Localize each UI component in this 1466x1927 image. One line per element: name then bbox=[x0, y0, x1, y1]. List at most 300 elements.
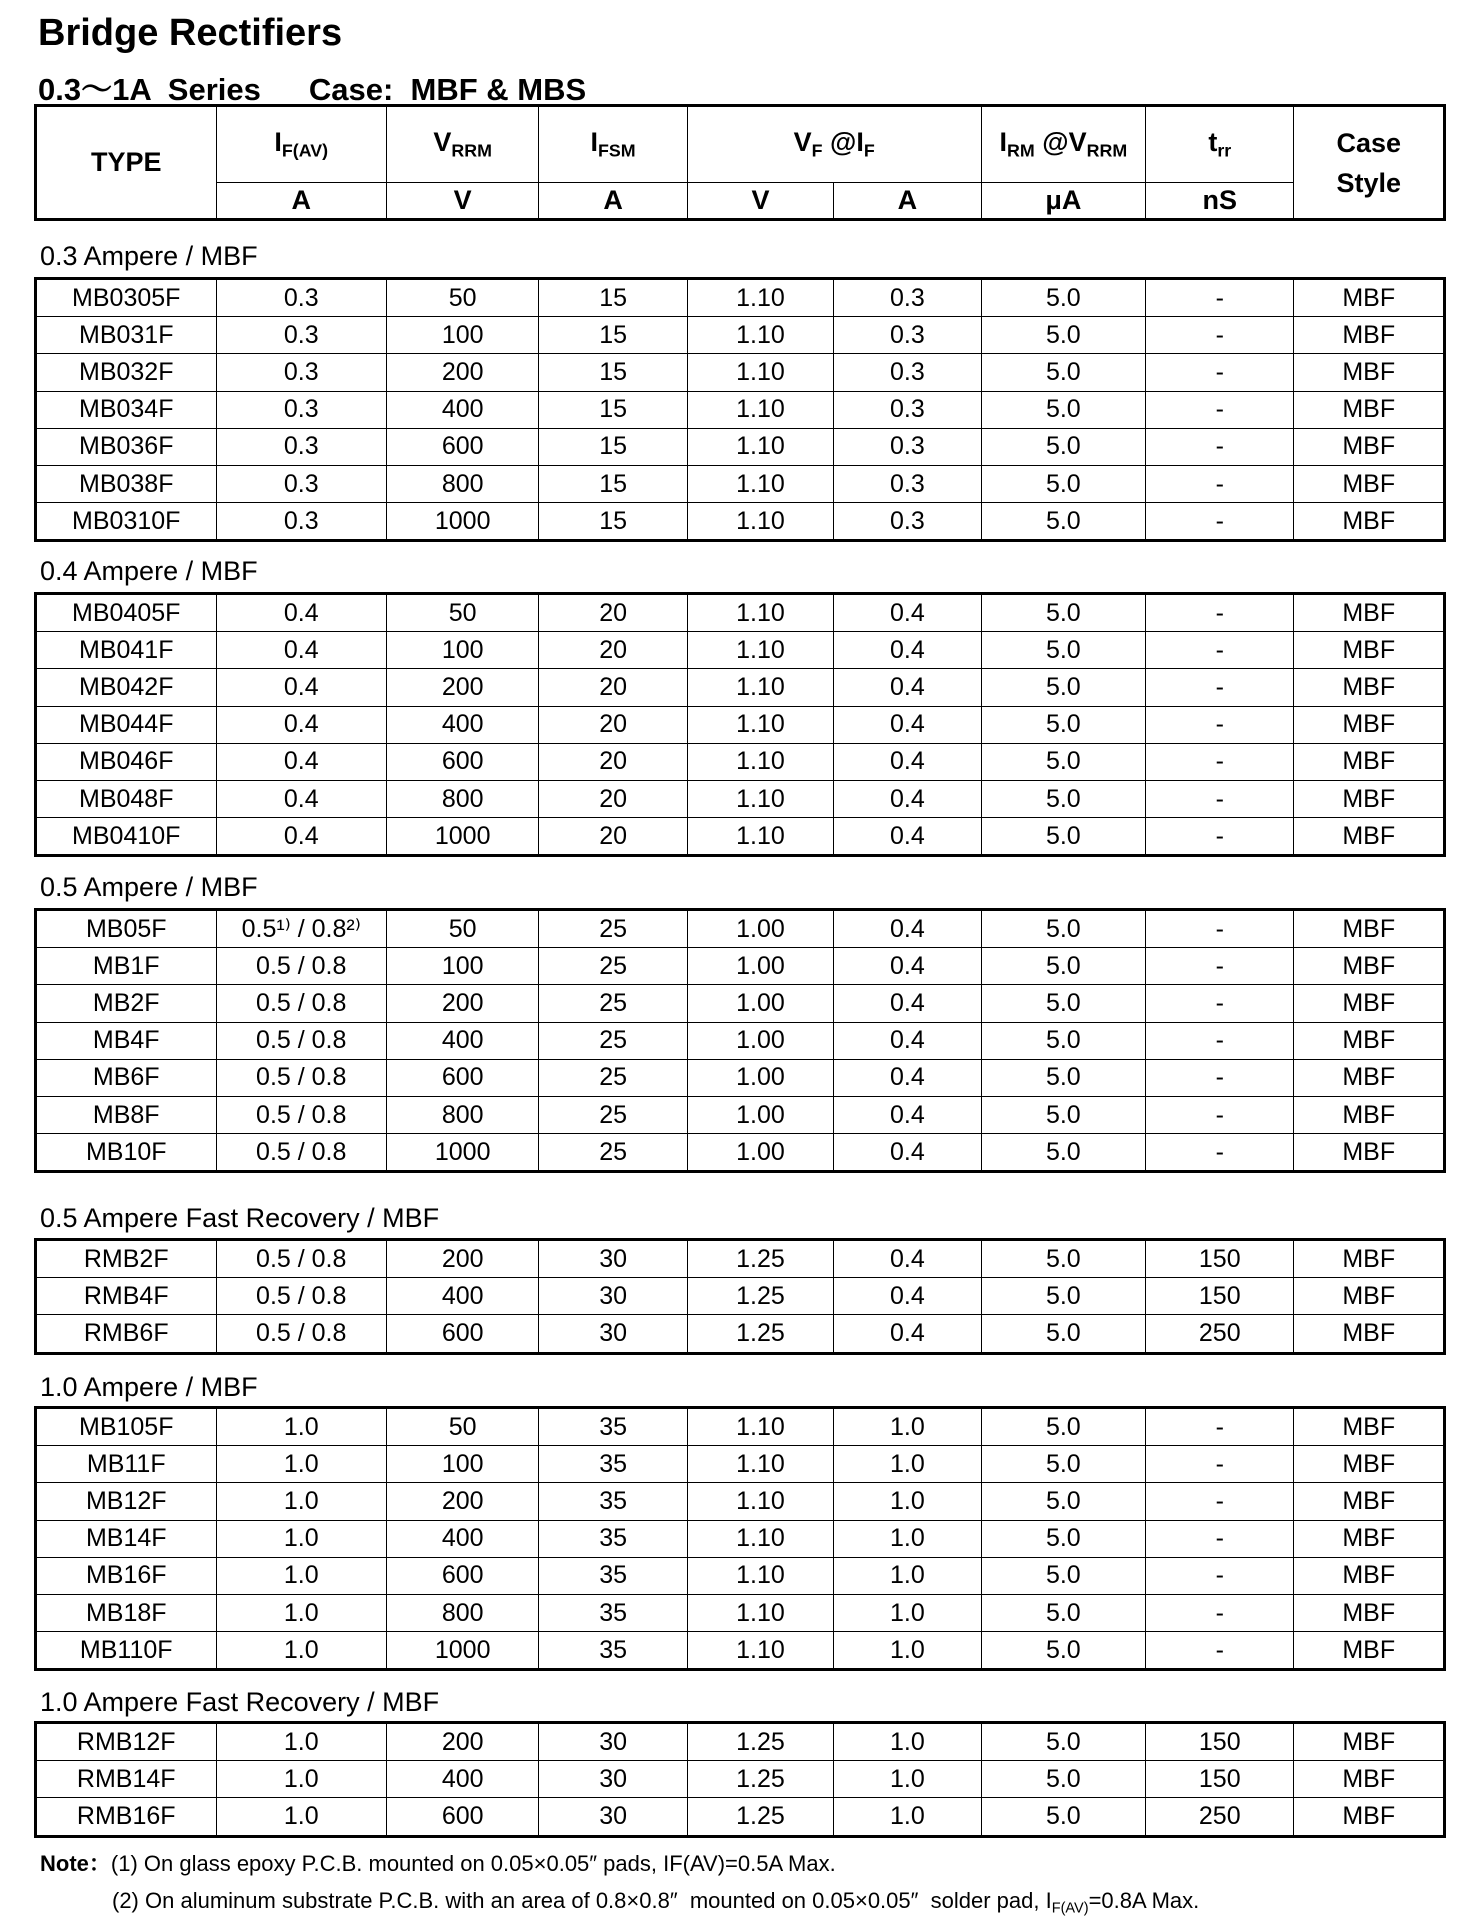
cell-ifsm: 20 bbox=[539, 706, 687, 743]
cell-trr: - bbox=[1146, 1632, 1294, 1670]
cell-irm: 5.0 bbox=[981, 1134, 1145, 1172]
cell-ifsm: 25 bbox=[539, 1022, 687, 1059]
cell-ifsm: 20 bbox=[539, 594, 687, 632]
cell-case-style: MBF bbox=[1294, 1761, 1445, 1798]
cell-ifsm: 25 bbox=[539, 1096, 687, 1133]
cell-if: 0.4 bbox=[834, 669, 981, 706]
cell-irm: 5.0 bbox=[981, 1096, 1145, 1133]
cell-trr: - bbox=[1146, 1059, 1294, 1096]
cell-type: MB0305F bbox=[36, 279, 217, 317]
cell-vf: 1.10 bbox=[687, 1632, 833, 1670]
cell-if-av: 1.0 bbox=[216, 1798, 386, 1836]
cell-case-style: MBF bbox=[1294, 1594, 1445, 1631]
table-row bbox=[36, 465, 1445, 502]
cell-case-style: MBF bbox=[1294, 279, 1445, 317]
cell-trr: - bbox=[1146, 669, 1294, 706]
cell-irm: 5.0 bbox=[981, 706, 1145, 743]
cell-trr: - bbox=[1146, 1022, 1294, 1059]
case-label: Case: MBF & MBS bbox=[308, 72, 587, 107]
cell-vf: 1.10 bbox=[687, 465, 833, 502]
cell-vrrm: 1000 bbox=[386, 818, 538, 856]
cell-vf: 1.10 bbox=[687, 743, 833, 780]
cell-ifsm: 30 bbox=[539, 1240, 687, 1278]
cell-if: 0.4 bbox=[834, 1134, 981, 1172]
cell-if-av: 0.4 bbox=[216, 669, 386, 706]
cell-ifsm: 30 bbox=[539, 1761, 687, 1798]
cell-vf: 1.00 bbox=[687, 1022, 833, 1059]
cell-vf: 1.25 bbox=[687, 1798, 833, 1836]
cell-type: MB034F bbox=[36, 391, 217, 428]
cell-ifsm: 30 bbox=[539, 1315, 687, 1353]
cell-vrrm: 600 bbox=[386, 743, 538, 780]
cell-vrrm: 200 bbox=[386, 1723, 538, 1761]
cell-if-av: 0.4 bbox=[216, 743, 386, 780]
cell-case-style: MBF bbox=[1294, 1096, 1445, 1133]
cell-irm: 5.0 bbox=[981, 428, 1145, 465]
cell-trr: - bbox=[1146, 279, 1294, 317]
cell-vrrm: 1000 bbox=[386, 1134, 538, 1172]
cell-trr: 150 bbox=[1146, 1240, 1294, 1278]
cell-vf: 1.10 bbox=[687, 354, 833, 391]
cell-if-av: 0.5 / 0.8 bbox=[216, 1022, 386, 1059]
cell-ifsm: 25 bbox=[539, 985, 687, 1022]
cell-case-style: MBF bbox=[1294, 780, 1445, 817]
cell-if-av: 1.0 bbox=[216, 1723, 386, 1761]
header-type: TYPE bbox=[36, 106, 217, 220]
cell-irm: 5.0 bbox=[981, 1315, 1145, 1353]
cell-ifsm: 15 bbox=[539, 428, 687, 465]
notes-label: Note： bbox=[40, 1851, 111, 1876]
cell-vrrm: 1000 bbox=[386, 503, 538, 541]
cell-vf: 1.10 bbox=[687, 1557, 833, 1594]
table-row bbox=[36, 1096, 1445, 1133]
cell-type: MB8F bbox=[36, 1096, 217, 1133]
cell-ifsm: 35 bbox=[539, 1557, 687, 1594]
cell-if: 1.0 bbox=[834, 1483, 981, 1520]
cell-irm: 5.0 bbox=[981, 1240, 1145, 1278]
cell-case-style: MBF bbox=[1294, 743, 1445, 780]
cell-type: RMB4F bbox=[36, 1278, 217, 1315]
unit-irm: μA bbox=[981, 183, 1145, 220]
section-label-0p5a-fast: 0.5 Ampere Fast Recovery / MBF bbox=[40, 1203, 440, 1233]
unit-vf: V bbox=[687, 183, 833, 220]
cell-if: 1.0 bbox=[834, 1761, 981, 1798]
table-row bbox=[36, 1761, 1445, 1798]
cell-type: MB18F bbox=[36, 1594, 217, 1631]
cell-if: 0.4 bbox=[834, 1022, 981, 1059]
cell-if: 1.0 bbox=[834, 1798, 981, 1836]
table-row bbox=[36, 1723, 1445, 1761]
cell-if-av: 0.4 bbox=[216, 780, 386, 817]
cell-irm: 5.0 bbox=[981, 1059, 1145, 1096]
cell-ifsm: 15 bbox=[539, 279, 687, 317]
cell-irm: 5.0 bbox=[981, 1446, 1145, 1483]
table-row bbox=[36, 985, 1445, 1022]
cell-case-style: MBF bbox=[1294, 1408, 1445, 1446]
cell-vf: 1.10 bbox=[687, 1594, 833, 1631]
table-row bbox=[36, 1594, 1445, 1631]
cell-if: 0.4 bbox=[834, 706, 981, 743]
cell-case-style: MBF bbox=[1294, 669, 1445, 706]
cell-irm: 5.0 bbox=[981, 391, 1145, 428]
cell-type: RMB16F bbox=[36, 1798, 217, 1836]
cell-vf: 1.10 bbox=[687, 428, 833, 465]
cell-vf: 1.25 bbox=[687, 1761, 833, 1798]
cell-if-av: 0.3 bbox=[216, 279, 386, 317]
cell-if: 0.4 bbox=[834, 594, 981, 632]
header-vrrm: $V_{RRM}$ bbox=[386, 106, 538, 183]
table-row bbox=[36, 428, 1445, 465]
table-row bbox=[36, 594, 1445, 632]
cell-type: MB032F bbox=[36, 354, 217, 391]
cell-trr: - bbox=[1146, 1483, 1294, 1520]
cell-irm: 5.0 bbox=[981, 317, 1145, 354]
cell-case-style: MBF bbox=[1294, 594, 1445, 632]
section-label-1p0a-fast: 1.0 Ampere Fast Recovery / MBF bbox=[40, 1687, 440, 1717]
cell-irm: 5.0 bbox=[981, 279, 1145, 317]
cell-ifsm: 25 bbox=[539, 948, 687, 985]
cell-vf: 1.00 bbox=[687, 1096, 833, 1133]
cell-trr: - bbox=[1146, 1408, 1294, 1446]
cell-case-style: MBF bbox=[1342, 821, 1396, 850]
cell-type: MB038F bbox=[36, 465, 217, 502]
cell-if: 1.0 bbox=[834, 1723, 981, 1761]
cell-vf: 1.10 bbox=[687, 1520, 833, 1557]
cell-irm: 5.0 bbox=[981, 743, 1145, 780]
cell-type: RMB12F bbox=[36, 1723, 217, 1761]
cell-vf: 1.10 bbox=[687, 279, 833, 317]
table-row bbox=[36, 669, 1445, 706]
table-row bbox=[36, 1632, 1445, 1670]
cell-if-av: 0.4 bbox=[216, 706, 386, 743]
cell-if: 0.3 bbox=[834, 428, 981, 465]
header-vf-if: $V_F$ $@I_F$ bbox=[687, 106, 981, 183]
table-row bbox=[36, 632, 1445, 669]
cell-if-av: 0.3 bbox=[216, 354, 386, 391]
cell-trr: - bbox=[1146, 1446, 1294, 1483]
cell-case-style: MBF bbox=[1294, 632, 1445, 669]
cell-type: RMB2F bbox=[36, 1240, 217, 1278]
cell-type: MB044F bbox=[36, 706, 217, 743]
cell-irm: 5.0 bbox=[981, 354, 1145, 391]
cell-if-av: 1.0 bbox=[216, 1632, 386, 1670]
cell-ifsm: 35 bbox=[539, 1520, 687, 1557]
cell-if: 0.4 bbox=[834, 985, 981, 1022]
cell-ifsm: 30 bbox=[539, 1278, 687, 1315]
cell-if: 0.4 bbox=[834, 632, 981, 669]
header-ifsm: $I_{FSM}$ bbox=[539, 106, 687, 183]
cell-irm: 5.0 bbox=[981, 465, 1145, 502]
cell-type: MB2F bbox=[36, 985, 217, 1022]
cell-case-style: MBF bbox=[1294, 1557, 1445, 1594]
table-row bbox=[36, 743, 1445, 780]
cell-irm: 5.0 bbox=[981, 632, 1145, 669]
cell-irm: 5.0 bbox=[981, 1761, 1145, 1798]
cell-if-av: 0.4 bbox=[216, 594, 386, 632]
cell-trr: 150 bbox=[1146, 1723, 1294, 1761]
page-subtitle bbox=[38, 64, 586, 109]
cell-vrrm: 200 bbox=[386, 354, 538, 391]
table-0p4a bbox=[34, 592, 1446, 857]
cell-if: 1.0 bbox=[834, 1520, 981, 1557]
cell-trr: - bbox=[1146, 1134, 1294, 1172]
unit-if: A bbox=[834, 183, 981, 220]
page-title: Bridge Rectifiers bbox=[38, 12, 343, 54]
table-1p0a-fast bbox=[34, 1721, 1446, 1838]
cell-ifsm: 25 bbox=[539, 1059, 687, 1096]
cell-vrrm: 800 bbox=[386, 780, 538, 817]
cell-vrrm: 200 bbox=[386, 1240, 538, 1278]
cell-vrrm: 400 bbox=[386, 1520, 538, 1557]
cell-ifsm: 20 bbox=[539, 780, 687, 817]
cell-type: MB105F bbox=[36, 1408, 217, 1446]
table-0p3a bbox=[34, 277, 1446, 542]
cell-if-av: 1.0 bbox=[216, 1594, 386, 1631]
header-case-style: Case Style bbox=[1336, 127, 1402, 198]
cell-if: 0.4 bbox=[834, 818, 981, 856]
cell-vrrm: 200 bbox=[386, 669, 538, 706]
table-row bbox=[36, 1557, 1445, 1594]
cell-vf: 1.10 bbox=[687, 1483, 833, 1520]
cell-trr: - bbox=[1146, 743, 1294, 780]
notes bbox=[40, 1845, 1199, 1927]
cell-vrrm: 50 bbox=[386, 594, 538, 632]
cell-ifsm: 20 bbox=[539, 669, 687, 706]
unit-if-av: A bbox=[216, 183, 386, 220]
table-row bbox=[36, 1059, 1445, 1096]
cell-vrrm: 50 bbox=[386, 279, 538, 317]
table-row bbox=[36, 910, 1445, 948]
cell-case-style: MBF bbox=[1294, 706, 1445, 743]
cell-if: 0.3 bbox=[834, 354, 981, 391]
cell-type: RMB6F bbox=[36, 1315, 217, 1353]
cell-vf: 1.25 bbox=[687, 1240, 833, 1278]
cell-type: MB110F bbox=[36, 1632, 217, 1670]
table-0p5a bbox=[34, 908, 1446, 1173]
cell-type: MB05F bbox=[36, 910, 217, 948]
cell-vrrm: 400 bbox=[386, 391, 538, 428]
cell-case-style: MBF bbox=[1342, 1635, 1396, 1664]
cell-case-style: MBF bbox=[1294, 1483, 1445, 1520]
cell-ifsm: 35 bbox=[539, 1483, 687, 1520]
table-row bbox=[36, 1446, 1445, 1483]
cell-trr: - bbox=[1146, 428, 1294, 465]
cell-trr: - bbox=[1146, 594, 1294, 632]
cell-type: MB1F bbox=[36, 948, 217, 985]
cell-vf: 1.10 bbox=[687, 1408, 833, 1446]
cell-if: 1.0 bbox=[834, 1632, 981, 1670]
cell-vrrm: 100 bbox=[386, 948, 538, 985]
unit-vrrm: V bbox=[386, 183, 538, 220]
section-label-0p4a: 0.4 Ampere / MBF bbox=[40, 556, 258, 586]
cell-vf: 1.25 bbox=[687, 1723, 833, 1761]
cell-if-av: 0.3 bbox=[216, 428, 386, 465]
cell-case-style: MBF bbox=[1294, 465, 1445, 502]
cell-vrrm: 400 bbox=[386, 1022, 538, 1059]
cell-if-av: 1.0 bbox=[216, 1408, 386, 1446]
cell-trr: - bbox=[1146, 317, 1294, 354]
cell-ifsm: 20 bbox=[539, 743, 687, 780]
cell-trr: - bbox=[1146, 780, 1294, 817]
cell-if: 0.4 bbox=[834, 1096, 981, 1133]
cell-case-style: MBF bbox=[1294, 391, 1445, 428]
cell-if: 0.3 bbox=[834, 465, 981, 502]
cell-if: 1.0 bbox=[834, 1446, 981, 1483]
cell-vrrm: 100 bbox=[386, 632, 538, 669]
cell-trr: - bbox=[1146, 985, 1294, 1022]
cell-case-style: MBF bbox=[1294, 1278, 1445, 1315]
cell-vrrm: 50 bbox=[386, 910, 538, 948]
cell-irm: 5.0 bbox=[981, 503, 1145, 541]
cell-if: 0.3 bbox=[834, 391, 981, 428]
cell-if-av: 0.5 / 0.8 bbox=[216, 1096, 386, 1133]
cell-if: 0.4 bbox=[834, 743, 981, 780]
cell-if-av: 0.3 bbox=[216, 317, 386, 354]
cell-type: MB0310F bbox=[36, 503, 217, 541]
header-trr: $t_{rr}$ bbox=[1146, 106, 1294, 183]
cell-ifsm: 30 bbox=[539, 1723, 687, 1761]
cell-vrrm: 100 bbox=[386, 1446, 538, 1483]
cell-case-style: MBF bbox=[1294, 354, 1445, 391]
note-1: (1) On glass epoxy P.C.B. mounted on 0.05×0.05″ pads, IF(AV)=0.5A Max. bbox=[110, 1851, 836, 1876]
table-row bbox=[36, 1408, 1445, 1446]
cell-vf: 1.10 bbox=[687, 391, 833, 428]
cell-irm: 5.0 bbox=[981, 1798, 1145, 1836]
cell-type: MB031F bbox=[36, 317, 217, 354]
cell-case-style: MBF bbox=[1294, 948, 1445, 985]
cell-irm: 5.0 bbox=[981, 1557, 1145, 1594]
cell-case-style: MBF bbox=[1294, 1520, 1445, 1557]
cell-case-style: MBF bbox=[1294, 985, 1445, 1022]
cell-trr: - bbox=[1146, 1096, 1294, 1133]
cell-vf: 1.10 bbox=[687, 594, 833, 632]
cell-vf: 1.10 bbox=[687, 780, 833, 817]
cell-vrrm: 100 bbox=[386, 317, 538, 354]
cell-vf: 1.00 bbox=[687, 1134, 833, 1172]
cell-if-av: 0.5 / 0.8 bbox=[216, 948, 386, 985]
table-row bbox=[36, 948, 1445, 985]
cell-type: MB12F bbox=[36, 1483, 217, 1520]
cell-vrrm: 600 bbox=[386, 1059, 538, 1096]
cell-ifsm: 20 bbox=[539, 818, 687, 856]
cell-irm: 5.0 bbox=[981, 1632, 1145, 1670]
unit-ifsm: A bbox=[539, 183, 687, 220]
cell-case-style: MBF bbox=[1294, 1446, 1445, 1483]
cell-if-av: 0.3 bbox=[216, 503, 386, 541]
cell-type: MB048F bbox=[36, 780, 217, 817]
cell-vf: 1.10 bbox=[687, 818, 833, 856]
table-1p0a bbox=[34, 1406, 1446, 1671]
cell-trr: 250 bbox=[1146, 1315, 1294, 1353]
cell-if-av: 1.0 bbox=[216, 1446, 386, 1483]
table-row bbox=[36, 1798, 1445, 1836]
unit-trr: nS bbox=[1146, 183, 1294, 220]
cell-irm: 5.0 bbox=[981, 1520, 1145, 1557]
cell-trr: - bbox=[1146, 948, 1294, 985]
cell-vrrm: 400 bbox=[386, 1278, 538, 1315]
cell-vrrm: 1000 bbox=[386, 1632, 538, 1670]
cell-trr: - bbox=[1146, 818, 1294, 856]
cell-vrrm: 50 bbox=[386, 1408, 538, 1446]
cell-vf: 1.10 bbox=[687, 1446, 833, 1483]
table-row bbox=[36, 1520, 1445, 1557]
cell-type: MB4F bbox=[36, 1022, 217, 1059]
cell-type: MB046F bbox=[36, 743, 217, 780]
cell-trr: 150 bbox=[1146, 1278, 1294, 1315]
cell-trr: 250 bbox=[1146, 1798, 1294, 1836]
cell-if: 0.4 bbox=[834, 1315, 981, 1353]
cell-vf: 1.10 bbox=[687, 669, 833, 706]
cell-if: 0.3 bbox=[834, 279, 981, 317]
table-row bbox=[36, 1022, 1445, 1059]
cell-if: 0.3 bbox=[834, 317, 981, 354]
cell-vrrm: 600 bbox=[386, 1798, 538, 1836]
cell-type: MB042F bbox=[36, 669, 217, 706]
cell-irm: 5.0 bbox=[981, 669, 1145, 706]
cell-if-av: 0.3 bbox=[216, 465, 386, 502]
header-if-av: $I_{F(AV)}$ bbox=[216, 106, 386, 183]
cell-type: MB14F bbox=[36, 1520, 217, 1557]
cell-vrrm: 200 bbox=[386, 1483, 538, 1520]
cell-if: 0.4 bbox=[834, 1059, 981, 1096]
cell-if-av: 0.4 bbox=[216, 632, 386, 669]
cell-type: MB0410F bbox=[36, 818, 217, 856]
cell-irm: 5.0 bbox=[981, 948, 1145, 985]
section-label-1p0a: 1.0 Ampere / MBF bbox=[40, 1372, 258, 1402]
cell-ifsm: 15 bbox=[539, 465, 687, 502]
cell-trr: - bbox=[1146, 1594, 1294, 1631]
cell-vf: 1.10 bbox=[687, 706, 833, 743]
cell-vrrm: 600 bbox=[386, 428, 538, 465]
cell-vf: 1.25 bbox=[687, 1278, 833, 1315]
cell-irm: 5.0 bbox=[981, 1483, 1145, 1520]
cell-ifsm: 35 bbox=[539, 1632, 687, 1670]
cell-vf: 1.00 bbox=[687, 910, 833, 948]
cell-trr: 150 bbox=[1146, 1761, 1294, 1798]
cell-if: 1.0 bbox=[834, 1408, 981, 1446]
cell-if-av: 0.5 / 0.8 bbox=[216, 1059, 386, 1096]
cell-vrrm: 800 bbox=[386, 1096, 538, 1133]
cell-case-style: MBF bbox=[1342, 1137, 1396, 1166]
cell-trr: - bbox=[1146, 706, 1294, 743]
table-0p5a-fast bbox=[34, 1238, 1446, 1355]
cell-irm: 5.0 bbox=[981, 594, 1145, 632]
cell-ifsm: 25 bbox=[539, 1134, 687, 1172]
section-label-0p3a: 0.3 Ampere / MBF bbox=[40, 241, 258, 271]
cell-irm: 5.0 bbox=[981, 1594, 1145, 1631]
cell-type: MB041F bbox=[36, 632, 217, 669]
cell-vrrm: 400 bbox=[386, 1761, 538, 1798]
cell-irm: 5.0 bbox=[981, 818, 1145, 856]
cell-trr: - bbox=[1146, 354, 1294, 391]
cell-case-style: MBF bbox=[1342, 506, 1396, 535]
cell-case-style: MBF bbox=[1294, 1059, 1445, 1096]
cell-if-av: 1.0 bbox=[216, 1761, 386, 1798]
cell-vf: 1.00 bbox=[687, 1059, 833, 1096]
cell-vrrm: 200 bbox=[386, 985, 538, 1022]
cell-type: MB0405F bbox=[36, 594, 217, 632]
cell-irm: 5.0 bbox=[981, 1408, 1145, 1446]
cell-ifsm: 20 bbox=[539, 632, 687, 669]
cell-case-style: MBF bbox=[1294, 910, 1445, 948]
table-row bbox=[36, 1278, 1445, 1315]
cell-ifsm: 15 bbox=[539, 317, 687, 354]
cell-ifsm: 35 bbox=[539, 1446, 687, 1483]
cell-case-style: MBF bbox=[1294, 1022, 1445, 1059]
section-label-0p5a: 0.5 Ampere / MBF bbox=[40, 872, 258, 902]
cell-if-av: 1.0 bbox=[216, 1520, 386, 1557]
cell-ifsm: 25 bbox=[539, 910, 687, 948]
